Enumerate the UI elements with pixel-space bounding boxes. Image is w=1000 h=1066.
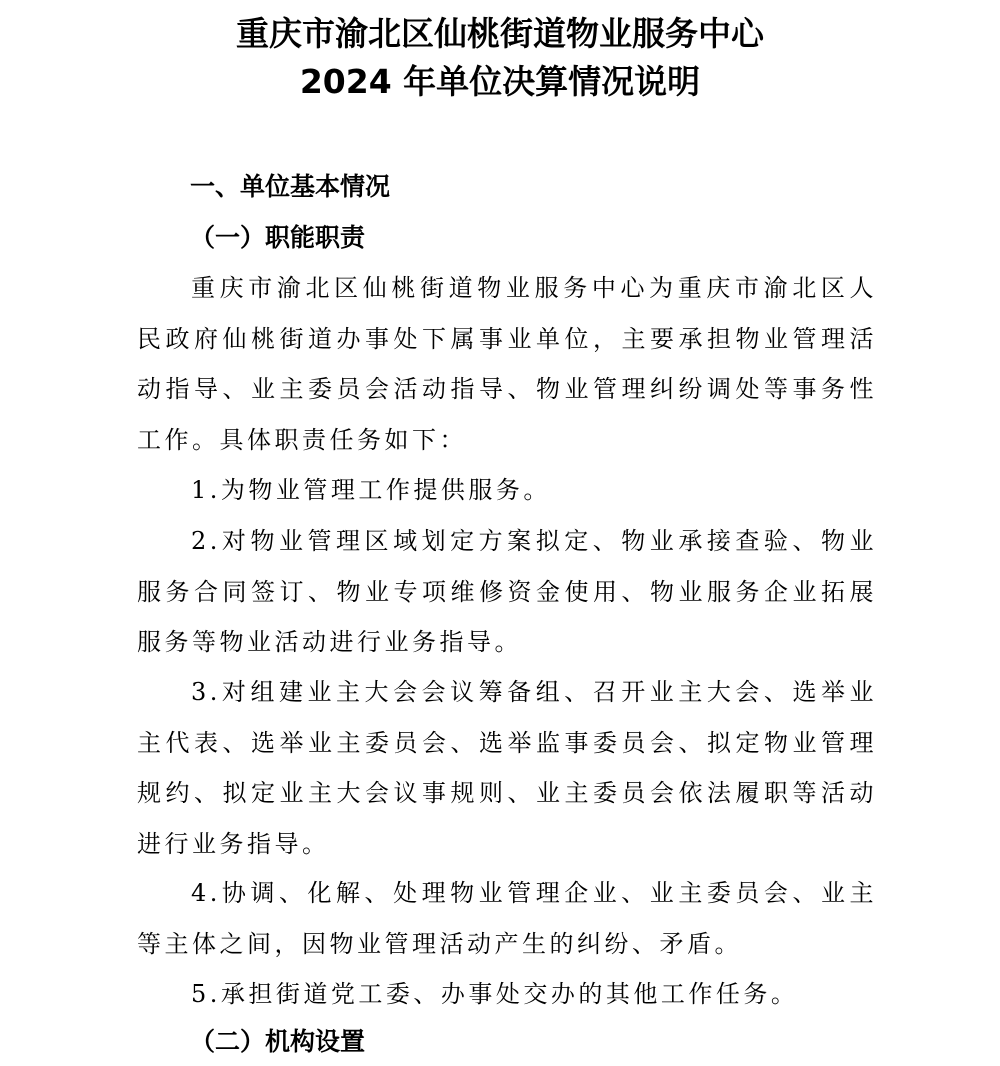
paragraph-duty-3: 3.对组建业主大会会议筹备组、召开业主大会、选举业主代表、选举业主委员会、选举监事委员会、拟定物业管理规约、拟定业主大会议事规则、业主委员会依法履职等活动进行业务指导。 bbox=[137, 678, 877, 858]
subsection-heading-functions: （一）职能职责 bbox=[190, 223, 366, 252]
paragraph-duty-4: 4.协调、化解、处理物业管理企业、业主委员会、业主等主体之间，因物业管理活动产生的纠纷、矛盾。 bbox=[137, 879, 877, 958]
document-title-line-2: 2024 年单位决算情况说明 bbox=[299, 62, 701, 101]
paragraph-duty-1: 1.为物业管理工作提供服务。 bbox=[191, 476, 551, 504]
paragraph-duty-2: 2.对物业管理区域划定方案拟定、物业承接查验、物业服务合同签订、物业专项维修资金使用、物业服务企业拓展服务等物业活动进行业务指导。 bbox=[137, 527, 877, 656]
paragraph-overview: 重庆市渝北区仙桃街道物业服务中心为重庆市渝北区人民政府仙桃街道办事处下属事业单位，主要承担物业管理活动指导、业主委员会活动指导、物业管理纠纷调处等事务性工作。具体职责任务如下： bbox=[137, 274, 877, 454]
paragraph-duty-5: 5.承担街道党工委、办事处交办的其他工作任务。 bbox=[191, 980, 799, 1008]
document-title-line-1: 重庆市渝北区仙桃街道物业服务中心 bbox=[236, 14, 764, 53]
section-heading-basic-info: 一、单位基本情况 bbox=[190, 172, 391, 201]
subsection-heading-organization: （二）机构设置 bbox=[190, 1027, 366, 1056]
